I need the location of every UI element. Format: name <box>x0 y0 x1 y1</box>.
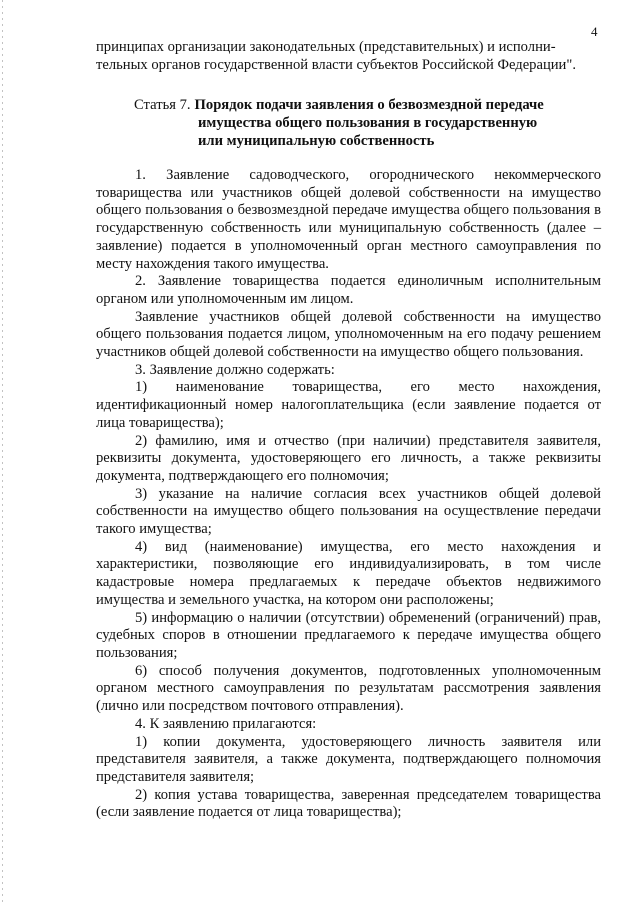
list-item-4: 4) вид (наименование) имущества, его место нахождения и характеристики, позволяющие его индивидуализировать, в том числе кадастровые номера предлагаемых к передаче объектов недвижимого имущества и земельного участка, на котором они расположены; <box>96 538 601 608</box>
article-body <box>96 167 601 822</box>
paragraph-4: 3. Заявление должно содержать: <box>135 361 335 378</box>
article-number: Статья 7. <box>134 97 191 113</box>
article-title-line-1: Порядок подачи заявления о безвозмездной передаче <box>194 97 544 113</box>
list-item-1: 1) наименование товарищества, его место нахождения, идентификационный номер налогоплательщика (если заявление подается от лица товарищества); <box>96 379 601 431</box>
attachment-item-2: 2) копия устава товарищества, заверенная председателем товарищества (если заявление подается от лица товарищества); <box>96 786 601 821</box>
article-heading <box>134 97 574 151</box>
list-item-3: 3) указание на наличие согласия всех участников общей долевой собственности на имущество общего пользования на осуществление передачи такого имущества; <box>96 485 601 538</box>
page-number: 4 <box>591 24 598 39</box>
list-item-2: 2) фамилию, имя и отчество (при наличии) представителя заявителя, реквизиты документа, удостоверяющего его личность, а также реквизиты документа, подтверждающего его полномочия; <box>96 432 601 484</box>
list-item-6: 6) способ получения документов, подготовленных уполномоченным органом местного самоуправления по результатам рассмотрения заявления (лично или посредством почтового отправления). <box>96 662 601 715</box>
article-title-line-3: или муниципальную собственность <box>198 132 435 149</box>
intro-line-2: тельных органов государственной власти субъектов Российской Федерации". <box>96 56 576 73</box>
intro-line-1: принципах организации законодательных (представительных) и исполни- <box>96 39 556 55</box>
paragraph-3: Заявление участников общей долевой собственности на имущество общего пользования подается лицом, уполномоченным на его подачу решением участников общей долевой собственности на имущество общего пользования. <box>96 308 601 361</box>
list-item-5: 5) информацию о наличии (отсутствии) обременений (ограничений) прав, судебных споров в отношении предлагаемого к передаче имущества общего пользования; <box>96 609 601 661</box>
scan-edge-line <box>2 0 3 905</box>
paragraph-5: 4. К заявлению прилагаются: <box>135 715 317 732</box>
paragraph-1: 1. Заявление садоводческого, огороднического некоммерческого товарищества или участников общей долевой собственности на имущество общего пользования о безвозмездной передаче имущества общего пользования в государственную собственность или муниципальную собственность (далее – заявление) подается в уполномоченный орган местного самоуправления по месту нахождения такого имущества. <box>96 167 601 272</box>
attachment-item-1: 1) копии документа, удостоверяющего личность заявителя или представителя заявителя, а также документа, подтверждающего полномочия представителя заявителя; <box>96 733 601 785</box>
article-title-line-2: имущества общего пользования в государственную <box>198 114 538 131</box>
paragraph-2: 2. Заявление товарищества подается единоличным исполнительным органом или уполномоченным им лицом. <box>96 273 601 307</box>
intro-text <box>96 39 601 74</box>
